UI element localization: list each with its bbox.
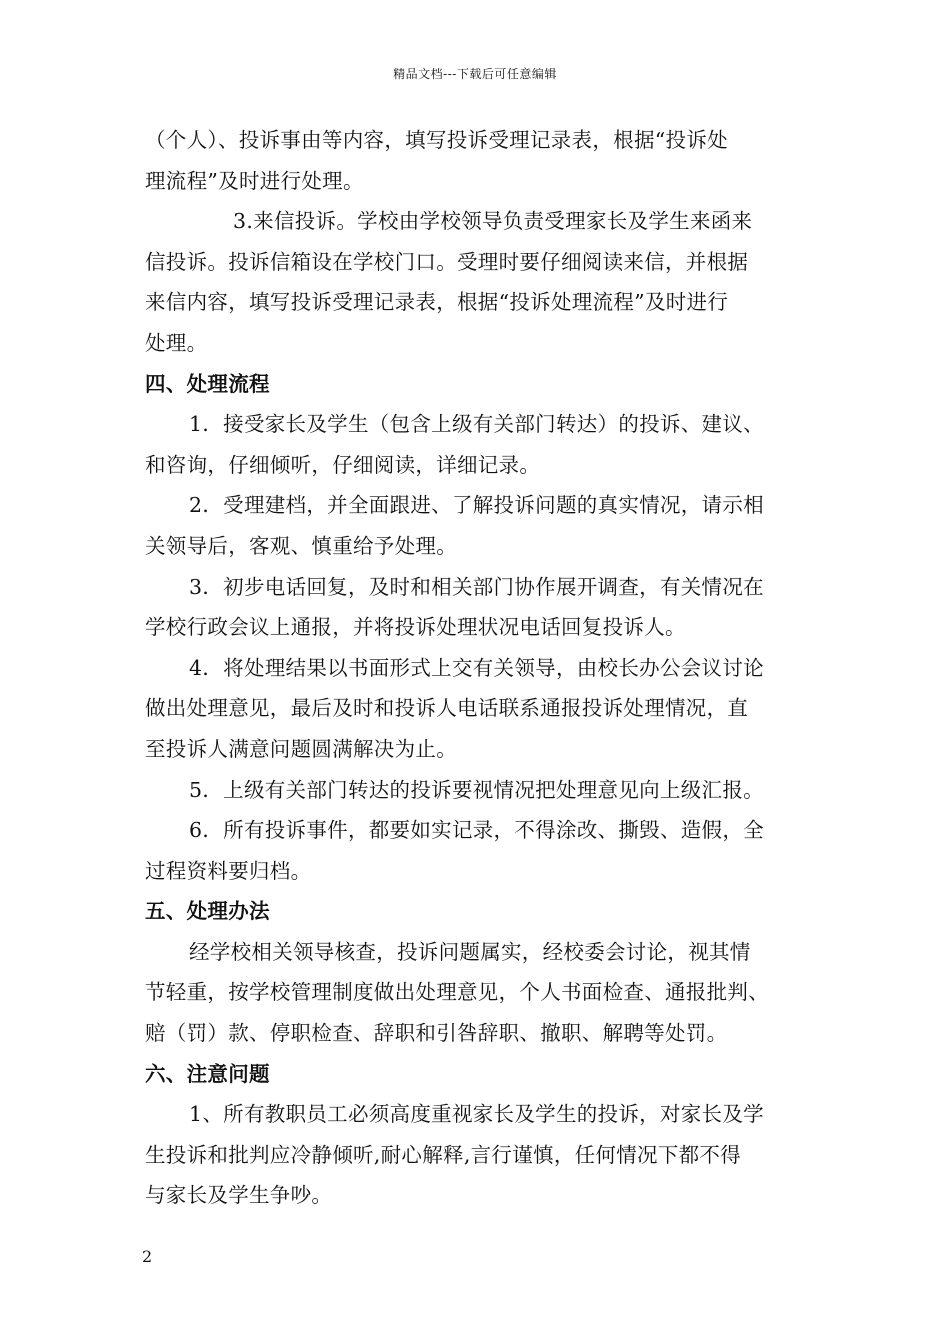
- page-number: 2: [142, 1247, 153, 1266]
- list-item-notes-1: 1、所有教职员工必须高度重视家长及学生的投诉，对家长及学: [189, 1102, 764, 1127]
- list-item-2: 2．受理建档，并全面跟进、了解投诉问题的真实情况，请示相: [189, 493, 764, 518]
- body-line: 生投诉和批判应冷静倾听,耐心解释,言行谨慎，任何情况下都不得: [145, 1142, 742, 1167]
- section-heading-handling: 五、处理办法: [145, 899, 270, 924]
- document-body: [145, 120, 807, 1216]
- paragraph-start-handling: 经学校相关领导核查，投诉问题属实，经校委会讨论，视其情: [189, 939, 751, 964]
- list-item-6: 6．所有投诉事件，都要如实记录，不得涂改、撕毁、造假，全: [189, 818, 764, 843]
- body-line: 学校行政会议上通报，并将投诉处理状况电话回复投诉人。: [145, 615, 686, 640]
- body-line: 做出处理意见，最后及时和投诉人电话联系通报投诉处理情况，直: [145, 696, 749, 721]
- body-line: 信投诉。投诉信箱设在学校门口。受理时要仔细阅读来信，并根据: [145, 249, 749, 274]
- body-line: （个人）、投诉事由等内容，填写投诉受理记录表，根据“投诉处: [145, 128, 728, 152]
- body-line: 和咨询，仔细倾听，仔细阅读，详细记录。: [145, 452, 541, 477]
- body-line: 与家长及学生争吵。: [145, 1183, 333, 1208]
- body-line: 处理。: [145, 330, 208, 355]
- body-line: 来信内容，填写投诉受理记录表，根据“投诉处理流程”及时进行: [145, 290, 729, 315]
- page-header: 精品文档---下载后可任意编辑: [393, 67, 557, 81]
- list-item-5: 5．上级有关部门转达的投诉要视情况把处理意见向上级汇报。: [189, 777, 764, 802]
- body-line: 至投诉人满意问题圆满解决为止。: [145, 736, 457, 761]
- body-line: 关领导后，客观、慎重给予处理。: [145, 533, 457, 558]
- section-heading-notes: 六、注意问题: [145, 1061, 270, 1086]
- body-line: 赔（罚）款、停职检查、辞职和引咎辞职、撤职、解聘等处罚。: [145, 1021, 728, 1046]
- body-line: 过程资料要归档。: [145, 858, 312, 883]
- body-line: 节轻重，按学校管理制度做出处理意见，个人书面检查、通报批判、: [145, 980, 769, 1005]
- list-item-1: 1．接受家长及学生（包含上级有关部门转达）的投诉、建议、: [189, 412, 764, 437]
- paragraph-start-letter-complaint: 3.来信投诉。学校由学校领导负责受理家长及学生来函来: [233, 209, 753, 234]
- section-heading-process: 四、处理流程: [145, 371, 270, 396]
- list-item-4: 4．将处理结果以书面形式上交有关领导，由校长办公会议讨论: [189, 655, 764, 680]
- list-item-3: 3．初步电话回复，及时和相关部门协作展开调查，有关情况在: [189, 574, 764, 599]
- body-line: 理流程”及时进行处理。: [145, 168, 364, 193]
